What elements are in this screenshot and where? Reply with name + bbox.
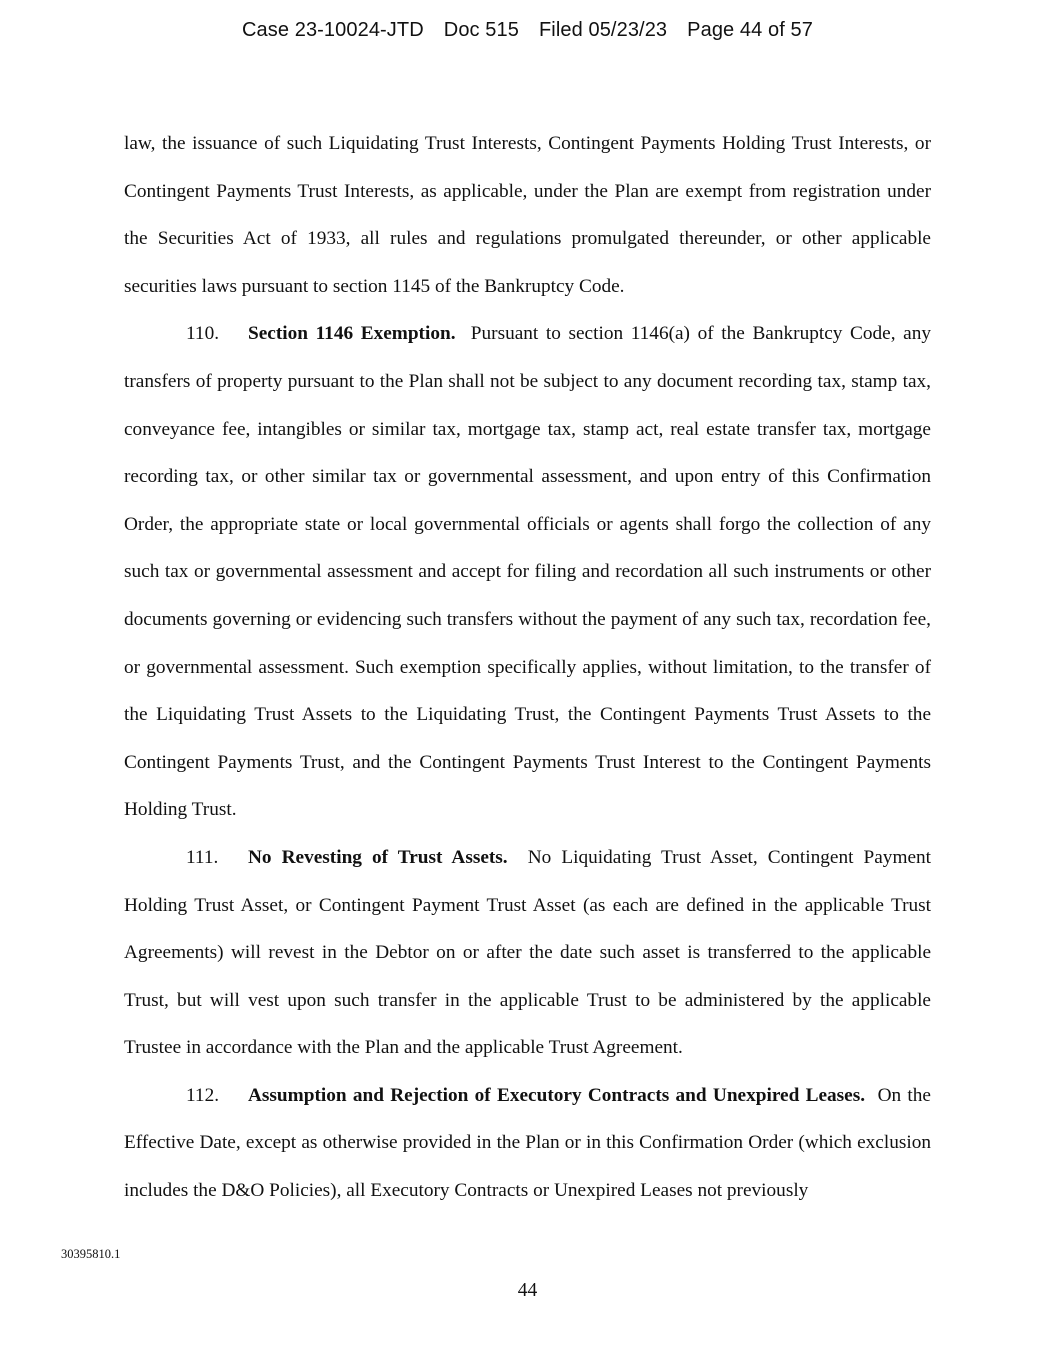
paragraph-text: law, the issuance of such Liquidating Trust Interests, Contingent Payments Holding Trust Interests, or Contingent Payments Trust Interests, as applicable, under the Plan are exempt from registration under the Securities Act of 1933, all rules and regulations promulgated thereunder, or other applicable securities laws pursuant to section 1145 of the Bankruptcy Code. xyxy=(124,133,931,297)
paragraph-number: 111. xyxy=(186,846,219,868)
case-header xyxy=(0,19,1055,42)
paragraph-number: 112. xyxy=(186,1084,220,1106)
docket-number: Doc 515 xyxy=(443,19,519,41)
paragraph-heading: Section 1146 Exemption. xyxy=(248,323,456,345)
paragraph-110 xyxy=(124,310,931,834)
paragraph-112 xyxy=(124,1072,931,1215)
paragraph-text: Pursuant to section 1146(a) of the Bankruptcy Code, any transfers of property pursuant to the Plan shall not be subject to any document recording tax, stamp tax, conveyance fee, intangibles or similar tax, mortgage tax, stamp act, real estate transfer tax, mortgage recording tax, or other similar tax or governmental assessment, and upon entry of this Confirmation Order, the appropriate state or local governmental officials or agents shall forgo the collection of any such tax or governmental assessment and accept for filing and recordation all such instruments or other documents governing or evidencing such transfers without the payment of any such tax, recordation fee, or governmental assessment. Such exemption specifically applies, without limitation, to the transfer of the Liquidating Trust Assets to the Liquidating Trust, the Contingent Payments Trust Assets to the Contingent Payments Trust, and the Contingent Payments Trust Interest to the Contingent Payments Holding Trust. xyxy=(124,323,932,821)
paragraph-text: On the Effective Date, except as otherwise provided in the Plan or in this Confirmation Order (which exclusion includes the D&O Policies), all Executory Contracts or Unexpired Leases not previously xyxy=(124,1084,931,1202)
paragraph-111 xyxy=(124,834,931,1072)
filed-date: Filed 05/23/23 xyxy=(538,19,668,41)
paragraph-continued xyxy=(124,120,931,310)
page-indicator: Page 44 of 57 xyxy=(687,19,814,41)
paragraph-heading: Assumption and Rejection of Executory Contracts and Unexpired Leases. xyxy=(248,1084,866,1106)
paragraph-text: No Liquidating Trust Asset, Contingent Payment Holding Trust Asset, or Contingent Payment Trust Asset (as each are defined in the applicable Trust Agreements) will revest in the Debtor on or after the date such asset is transferred to the applicable Trust, but will vest upon such transfer in the applicable Trust to be administered by the applicable Trustee in accordance with the Plan and the applicable Trust Agreement. xyxy=(124,846,931,1059)
paragraph-number: 110. xyxy=(186,323,220,345)
page-number: 44 xyxy=(517,1280,538,1301)
document-body xyxy=(124,120,931,1215)
case-number: Case 23-10024-JTD xyxy=(241,19,424,41)
document-id: 30395810.1 xyxy=(61,1247,121,1261)
paragraph-heading: No Revesting of Trust Assets. xyxy=(248,846,508,868)
